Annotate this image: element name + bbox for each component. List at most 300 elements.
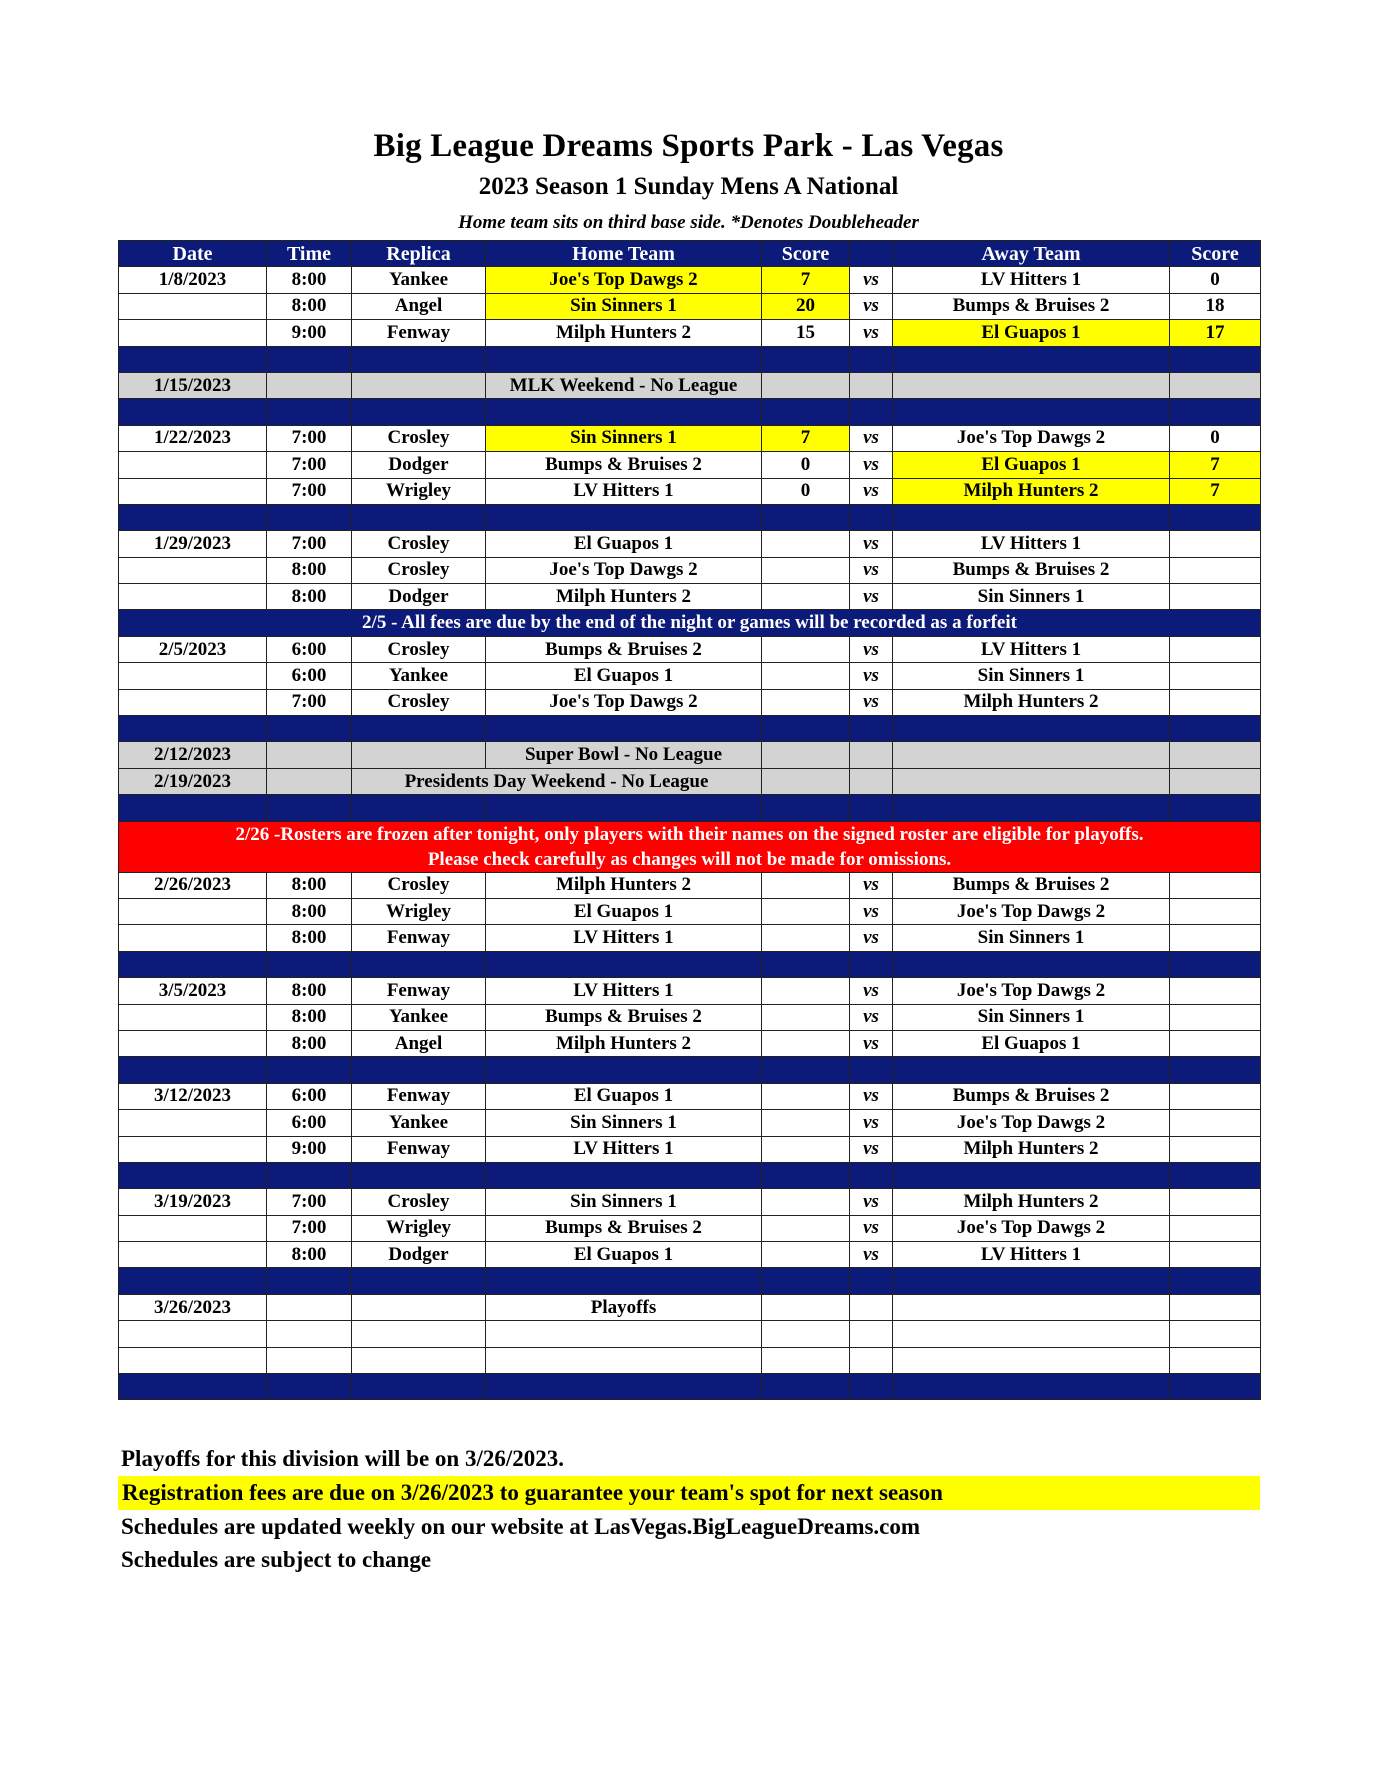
date-cell	[119, 557, 267, 583]
home-score-cell	[762, 978, 850, 1004]
vs-cell: vs	[850, 557, 893, 583]
vs-cell: vs	[850, 1215, 893, 1241]
away-team-cell: Joe's Top Dawgs 2	[893, 1110, 1170, 1136]
away-score-cell	[1170, 1110, 1261, 1136]
notice-text: 2/5 - All fees are due by the end of the night or games will be recorded as a forfeit	[119, 610, 1261, 636]
home-score-cell	[762, 898, 850, 924]
separator-cell	[850, 1057, 893, 1083]
away-team-cell: Bumps & Bruises 2	[893, 1083, 1170, 1109]
home-team-cell: LV Hitters 1	[486, 1136, 762, 1162]
separator-row	[119, 399, 1261, 425]
time-cell	[267, 1321, 352, 1347]
separator-cell	[850, 504, 893, 530]
page-subtitle: 2023 Season 1 Sunday Mens A National	[478, 173, 899, 200]
home-score-cell: 0	[762, 452, 850, 478]
time-cell: 8:00	[267, 1004, 352, 1030]
date-cell	[119, 1347, 267, 1373]
schedule-note: Home team sits on third base side. *Denotes Doubleheader	[458, 212, 919, 233]
separator-cell	[267, 1374, 352, 1400]
separator-cell	[1170, 346, 1261, 372]
separator-cell	[762, 716, 850, 742]
home-team-cell: Bumps & Bruises 2	[486, 1004, 762, 1030]
separator-cell	[352, 716, 486, 742]
separator-cell	[352, 399, 486, 425]
separator-cell	[352, 795, 486, 821]
time-cell: 8:00	[267, 898, 352, 924]
date-cell	[119, 1030, 267, 1056]
table-row	[119, 267, 1261, 293]
away-team-cell: Sin Sinners 1	[893, 925, 1170, 951]
away-score-cell	[1170, 1189, 1261, 1215]
separator-cell	[1170, 399, 1261, 425]
home-team-cell: Sin Sinners 1	[486, 1189, 762, 1215]
schedule-table	[118, 240, 1261, 1400]
home-team-cell: El Guapos 1	[486, 531, 762, 557]
away-team-cell: Sin Sinners 1	[893, 1004, 1170, 1030]
column-header: Away Team	[893, 241, 1170, 267]
table-row	[119, 636, 1261, 662]
home-team-cell: El Guapos 1	[486, 1242, 762, 1268]
away-score-cell: 17	[1170, 320, 1261, 346]
table-row	[119, 1242, 1261, 1268]
away-score-cell: 7	[1170, 478, 1261, 504]
separator-cell	[762, 1057, 850, 1083]
time-cell: 8:00	[267, 557, 352, 583]
away-score-cell: 0	[1170, 425, 1261, 451]
separator-cell	[119, 504, 267, 530]
away-score-cell	[1170, 1294, 1261, 1320]
home-score-cell	[762, 1083, 850, 1109]
separator-cell	[893, 716, 1170, 742]
away-team-cell: Joe's Top Dawgs 2	[893, 898, 1170, 924]
table-row	[119, 872, 1261, 898]
table-row	[119, 1189, 1261, 1215]
vs-cell	[850, 1347, 893, 1373]
separator-cell	[762, 399, 850, 425]
date-cell	[119, 925, 267, 951]
separator-row	[119, 1268, 1261, 1294]
away-score-cell: 7	[1170, 452, 1261, 478]
home-team-cell: Sin Sinners 1	[486, 293, 762, 319]
home-score-cell: 0	[762, 478, 850, 504]
separator-cell	[762, 1374, 850, 1400]
vs-cell: vs	[850, 978, 893, 1004]
replica-cell: Crosley	[352, 636, 486, 662]
replica-cell: Fenway	[352, 925, 486, 951]
replica-cell: Crosley	[352, 1189, 486, 1215]
separator-cell	[762, 504, 850, 530]
separator-cell	[893, 1057, 1170, 1083]
alert-row	[119, 821, 1261, 872]
date-cell: 3/5/2023	[119, 978, 267, 1004]
table-row	[119, 293, 1261, 319]
replica-cell: Crosley	[352, 425, 486, 451]
date-cell: 3/26/2023	[119, 1294, 267, 1320]
separator-row	[119, 1057, 1261, 1083]
home-score-cell	[762, 1294, 850, 1320]
replica-cell	[352, 1321, 486, 1347]
column-header: Home Team	[486, 241, 762, 267]
home-team-cell: Playoffs	[486, 1294, 762, 1320]
time-cell: 8:00	[267, 925, 352, 951]
home-team-cell: El Guapos 1	[486, 663, 762, 689]
replica-cell	[352, 742, 486, 768]
vs-cell: vs	[850, 320, 893, 346]
separator-cell	[850, 346, 893, 372]
vs-cell: vs	[850, 478, 893, 504]
separator-cell	[893, 1162, 1170, 1188]
separator-cell	[1170, 1057, 1261, 1083]
away-score-cell	[1170, 1321, 1261, 1347]
empty-cell	[762, 372, 850, 398]
separator-cell	[267, 504, 352, 530]
empty-cell	[850, 742, 893, 768]
date-cell	[119, 1242, 267, 1268]
home-team-cell: Sin Sinners 1	[486, 1110, 762, 1136]
away-score-cell	[1170, 978, 1261, 1004]
no-league-row	[119, 372, 1261, 398]
separator-cell	[352, 504, 486, 530]
vs-cell: vs	[850, 898, 893, 924]
away-team-cell: Bumps & Bruises 2	[893, 557, 1170, 583]
date-cell: 3/19/2023	[119, 1189, 267, 1215]
time-cell: 8:00	[267, 1242, 352, 1268]
date-cell	[119, 478, 267, 504]
date-cell	[119, 452, 267, 478]
time-cell: 9:00	[267, 1136, 352, 1162]
away-team-cell: El Guapos 1	[893, 452, 1170, 478]
date-cell: 2/5/2023	[119, 636, 267, 662]
separator-cell	[352, 1162, 486, 1188]
away-score-cell	[1170, 557, 1261, 583]
vs-cell: vs	[850, 425, 893, 451]
table-row	[119, 531, 1261, 557]
empty-cell	[893, 742, 1170, 768]
replica-cell: Yankee	[352, 1004, 486, 1030]
replica-cell	[352, 372, 486, 398]
separator-cell	[352, 1268, 486, 1294]
time-cell: 8:00	[267, 978, 352, 1004]
column-header: Time	[267, 241, 352, 267]
empty-cell	[1170, 372, 1261, 398]
home-team-cell	[486, 1321, 762, 1347]
column-header	[850, 241, 893, 267]
away-score-cell	[1170, 872, 1261, 898]
away-score-cell	[1170, 898, 1261, 924]
home-score-cell: 20	[762, 293, 850, 319]
away-score-cell	[1170, 1004, 1261, 1030]
home-score-cell	[762, 1215, 850, 1241]
replica-cell: Wrigley	[352, 898, 486, 924]
home-team-cell: Joe's Top Dawgs 2	[486, 557, 762, 583]
separator-cell	[486, 1162, 762, 1188]
table-row	[119, 557, 1261, 583]
vs-cell: vs	[850, 872, 893, 898]
table-row	[119, 925, 1261, 951]
table-row	[119, 898, 1261, 924]
home-score-cell	[762, 1189, 850, 1215]
table-header-row	[119, 241, 1261, 267]
separator-cell	[486, 951, 762, 977]
vs-cell: vs	[850, 689, 893, 715]
away-score-cell: 18	[1170, 293, 1261, 319]
table-row	[119, 1030, 1261, 1056]
separator-row	[119, 1162, 1261, 1188]
replica-cell: Fenway	[352, 978, 486, 1004]
separator-cell	[119, 346, 267, 372]
home-team-cell: El Guapos 1	[486, 898, 762, 924]
separator-cell	[119, 716, 267, 742]
table-row	[119, 320, 1261, 346]
home-score-cell	[762, 531, 850, 557]
time-cell: 8:00	[267, 267, 352, 293]
table-row	[119, 1004, 1261, 1030]
away-team-cell	[893, 1294, 1170, 1320]
vs-cell: vs	[850, 293, 893, 319]
separator-row	[119, 1374, 1261, 1400]
footer-registration: Registration fees are due on 3/26/2023 to guarantee your team's spot for next season	[118, 1476, 1260, 1510]
vs-cell: vs	[850, 1189, 893, 1215]
home-team-cell: Milph Hunters 2	[486, 320, 762, 346]
away-team-cell	[893, 1347, 1170, 1373]
away-team-cell: Milph Hunters 2	[893, 478, 1170, 504]
away-team-cell: Milph Hunters 2	[893, 1189, 1170, 1215]
home-score-cell	[762, 557, 850, 583]
separator-cell	[1170, 716, 1261, 742]
away-team-cell: LV Hitters 1	[893, 1242, 1170, 1268]
replica-cell: Yankee	[352, 663, 486, 689]
table-row	[119, 1294, 1261, 1320]
separator-cell	[352, 1057, 486, 1083]
time-cell: 8:00	[267, 1030, 352, 1056]
separator-cell	[1170, 1268, 1261, 1294]
time-cell: 7:00	[267, 689, 352, 715]
date-cell: 2/26/2023	[119, 872, 267, 898]
away-score-cell	[1170, 636, 1261, 662]
home-score-cell: 15	[762, 320, 850, 346]
home-team-cell: LV Hitters 1	[486, 478, 762, 504]
time-cell: 7:00	[267, 478, 352, 504]
replica-cell: Crosley	[352, 872, 486, 898]
table-row	[119, 663, 1261, 689]
away-team-cell	[893, 1321, 1170, 1347]
table-row	[119, 425, 1261, 451]
away-score-cell	[1170, 1083, 1261, 1109]
home-score-cell: 7	[762, 267, 850, 293]
empty-cell	[850, 372, 893, 398]
replica-cell: Dodger	[352, 584, 486, 610]
away-team-cell: El Guapos 1	[893, 1030, 1170, 1056]
footer-website: Schedules are updated weekly on our website at LasVegas.BigLeagueDreams.com	[121, 1514, 921, 1539]
separator-row	[119, 716, 1261, 742]
date-cell	[119, 584, 267, 610]
vs-cell: vs	[850, 1030, 893, 1056]
separator-row	[119, 504, 1261, 530]
away-score-cell	[1170, 689, 1261, 715]
column-header: Date	[119, 241, 267, 267]
time-cell: 6:00	[267, 1110, 352, 1136]
away-team-cell: Bumps & Bruises 2	[893, 872, 1170, 898]
time-cell: 8:00	[267, 293, 352, 319]
date-cell	[119, 1136, 267, 1162]
away-score-cell	[1170, 1347, 1261, 1373]
away-team-cell: LV Hitters 1	[893, 267, 1170, 293]
home-team-cell: Milph Hunters 2	[486, 1030, 762, 1056]
replica-cell	[352, 1294, 486, 1320]
date-cell	[119, 1215, 267, 1241]
separator-cell	[267, 346, 352, 372]
home-team-cell: Bumps & Bruises 2	[486, 452, 762, 478]
away-score-cell: 0	[1170, 267, 1261, 293]
away-score-cell	[1170, 584, 1261, 610]
replica-cell: Crosley	[352, 557, 486, 583]
date-cell: 1/15/2023	[119, 372, 267, 398]
away-score-cell	[1170, 925, 1261, 951]
no-league-label: Super Bowl - No League	[486, 742, 762, 768]
away-team-cell: LV Hitters 1	[893, 531, 1170, 557]
table-row	[119, 1136, 1261, 1162]
alert-line-1: 2/26 -Rosters are frozen after tonight, only players with their names on the signed roster are eligible for playoffs.	[235, 823, 1144, 845]
no-league-row	[119, 742, 1261, 768]
time-cell: 6:00	[267, 663, 352, 689]
home-team-cell: Bumps & Bruises 2	[486, 1215, 762, 1241]
separator-cell	[893, 346, 1170, 372]
no-league-row	[119, 768, 1261, 794]
home-score-cell	[762, 1110, 850, 1136]
date-cell: 3/12/2023	[119, 1083, 267, 1109]
time-cell	[267, 768, 352, 794]
notice-row	[119, 610, 1261, 636]
separator-cell	[486, 399, 762, 425]
away-team-cell: Sin Sinners 1	[893, 584, 1170, 610]
time-cell: 7:00	[267, 425, 352, 451]
separator-cell	[893, 399, 1170, 425]
vs-cell: vs	[850, 1242, 893, 1268]
home-team-cell: LV Hitters 1	[486, 925, 762, 951]
away-score-cell	[1170, 1215, 1261, 1241]
separator-cell	[486, 1374, 762, 1400]
separator-cell	[762, 1268, 850, 1294]
vs-cell: vs	[850, 925, 893, 951]
separator-cell	[893, 1374, 1170, 1400]
vs-cell: vs	[850, 267, 893, 293]
home-score-cell	[762, 1004, 850, 1030]
empty-cell	[893, 372, 1170, 398]
replica-cell: Crosley	[352, 689, 486, 715]
home-score-cell	[762, 872, 850, 898]
time-cell: 8:00	[267, 584, 352, 610]
separator-cell	[850, 1374, 893, 1400]
footer-playoffs: Playoffs for this division will be on 3/26/2023.	[121, 1446, 565, 1471]
away-team-cell: Joe's Top Dawgs 2	[893, 1215, 1170, 1241]
table-row	[119, 978, 1261, 1004]
vs-cell: vs	[850, 1083, 893, 1109]
table-row	[119, 1321, 1261, 1347]
separator-row	[119, 795, 1261, 821]
no-league-label: MLK Weekend - No League	[486, 372, 762, 398]
separator-cell	[893, 1268, 1170, 1294]
table-row	[119, 584, 1261, 610]
home-team-cell: Milph Hunters 2	[486, 872, 762, 898]
replica-cell: Wrigley	[352, 478, 486, 504]
date-cell	[119, 1004, 267, 1030]
home-score-cell	[762, 1321, 850, 1347]
separator-cell	[1170, 951, 1261, 977]
separator-cell	[850, 1162, 893, 1188]
date-cell	[119, 1110, 267, 1136]
replica-cell: Yankee	[352, 267, 486, 293]
home-team-cell: LV Hitters 1	[486, 978, 762, 1004]
date-cell	[119, 293, 267, 319]
away-score-cell	[1170, 1242, 1261, 1268]
home-score-cell	[762, 1347, 850, 1373]
separator-cell	[267, 951, 352, 977]
separator-cell	[486, 1268, 762, 1294]
date-cell: 2/19/2023	[119, 768, 267, 794]
replica-cell: Angel	[352, 293, 486, 319]
date-cell	[119, 663, 267, 689]
separator-cell	[119, 951, 267, 977]
date-cell	[119, 320, 267, 346]
time-cell	[267, 1347, 352, 1373]
separator-cell	[486, 346, 762, 372]
away-team-cell: Sin Sinners 1	[893, 663, 1170, 689]
separator-cell	[119, 1374, 267, 1400]
separator-cell	[762, 346, 850, 372]
footer-subject: Schedules are subject to change	[121, 1547, 432, 1572]
home-team-cell	[486, 1347, 762, 1373]
vs-cell: vs	[850, 531, 893, 557]
empty-cell	[850, 768, 893, 794]
away-team-cell: Joe's Top Dawgs 2	[893, 978, 1170, 1004]
separator-cell	[486, 716, 762, 742]
replica-cell: Dodger	[352, 1242, 486, 1268]
separator-row	[119, 951, 1261, 977]
separator-cell	[267, 716, 352, 742]
time-cell: 7:00	[267, 452, 352, 478]
date-cell	[119, 898, 267, 924]
column-header: Replica	[352, 241, 486, 267]
away-score-cell	[1170, 1030, 1261, 1056]
separator-cell	[267, 399, 352, 425]
home-team-cell: Bumps & Bruises 2	[486, 636, 762, 662]
away-score-cell	[1170, 663, 1261, 689]
replica-cell	[352, 1347, 486, 1373]
separator-cell	[850, 795, 893, 821]
separator-cell	[119, 1162, 267, 1188]
separator-cell	[352, 346, 486, 372]
separator-cell	[1170, 1162, 1261, 1188]
date-cell: 1/8/2023	[119, 267, 267, 293]
away-team-cell: Bumps & Bruises 2	[893, 293, 1170, 319]
vs-cell: vs	[850, 663, 893, 689]
home-score-cell	[762, 689, 850, 715]
page-title: Big League Dreams Sports Park - Las Vegas	[373, 128, 1004, 164]
table-row	[119, 1110, 1261, 1136]
separator-cell	[267, 1162, 352, 1188]
away-team-cell: Joe's Top Dawgs 2	[893, 425, 1170, 451]
date-cell: 1/29/2023	[119, 531, 267, 557]
alert-cell	[119, 821, 1261, 872]
column-header: Score	[1170, 241, 1261, 267]
separator-cell	[850, 1268, 893, 1294]
time-cell: 7:00	[267, 1215, 352, 1241]
home-score-cell	[762, 1136, 850, 1162]
time-cell: 6:00	[267, 636, 352, 662]
home-score-cell	[762, 925, 850, 951]
separator-cell	[267, 1268, 352, 1294]
home-team-cell: Sin Sinners 1	[486, 425, 762, 451]
